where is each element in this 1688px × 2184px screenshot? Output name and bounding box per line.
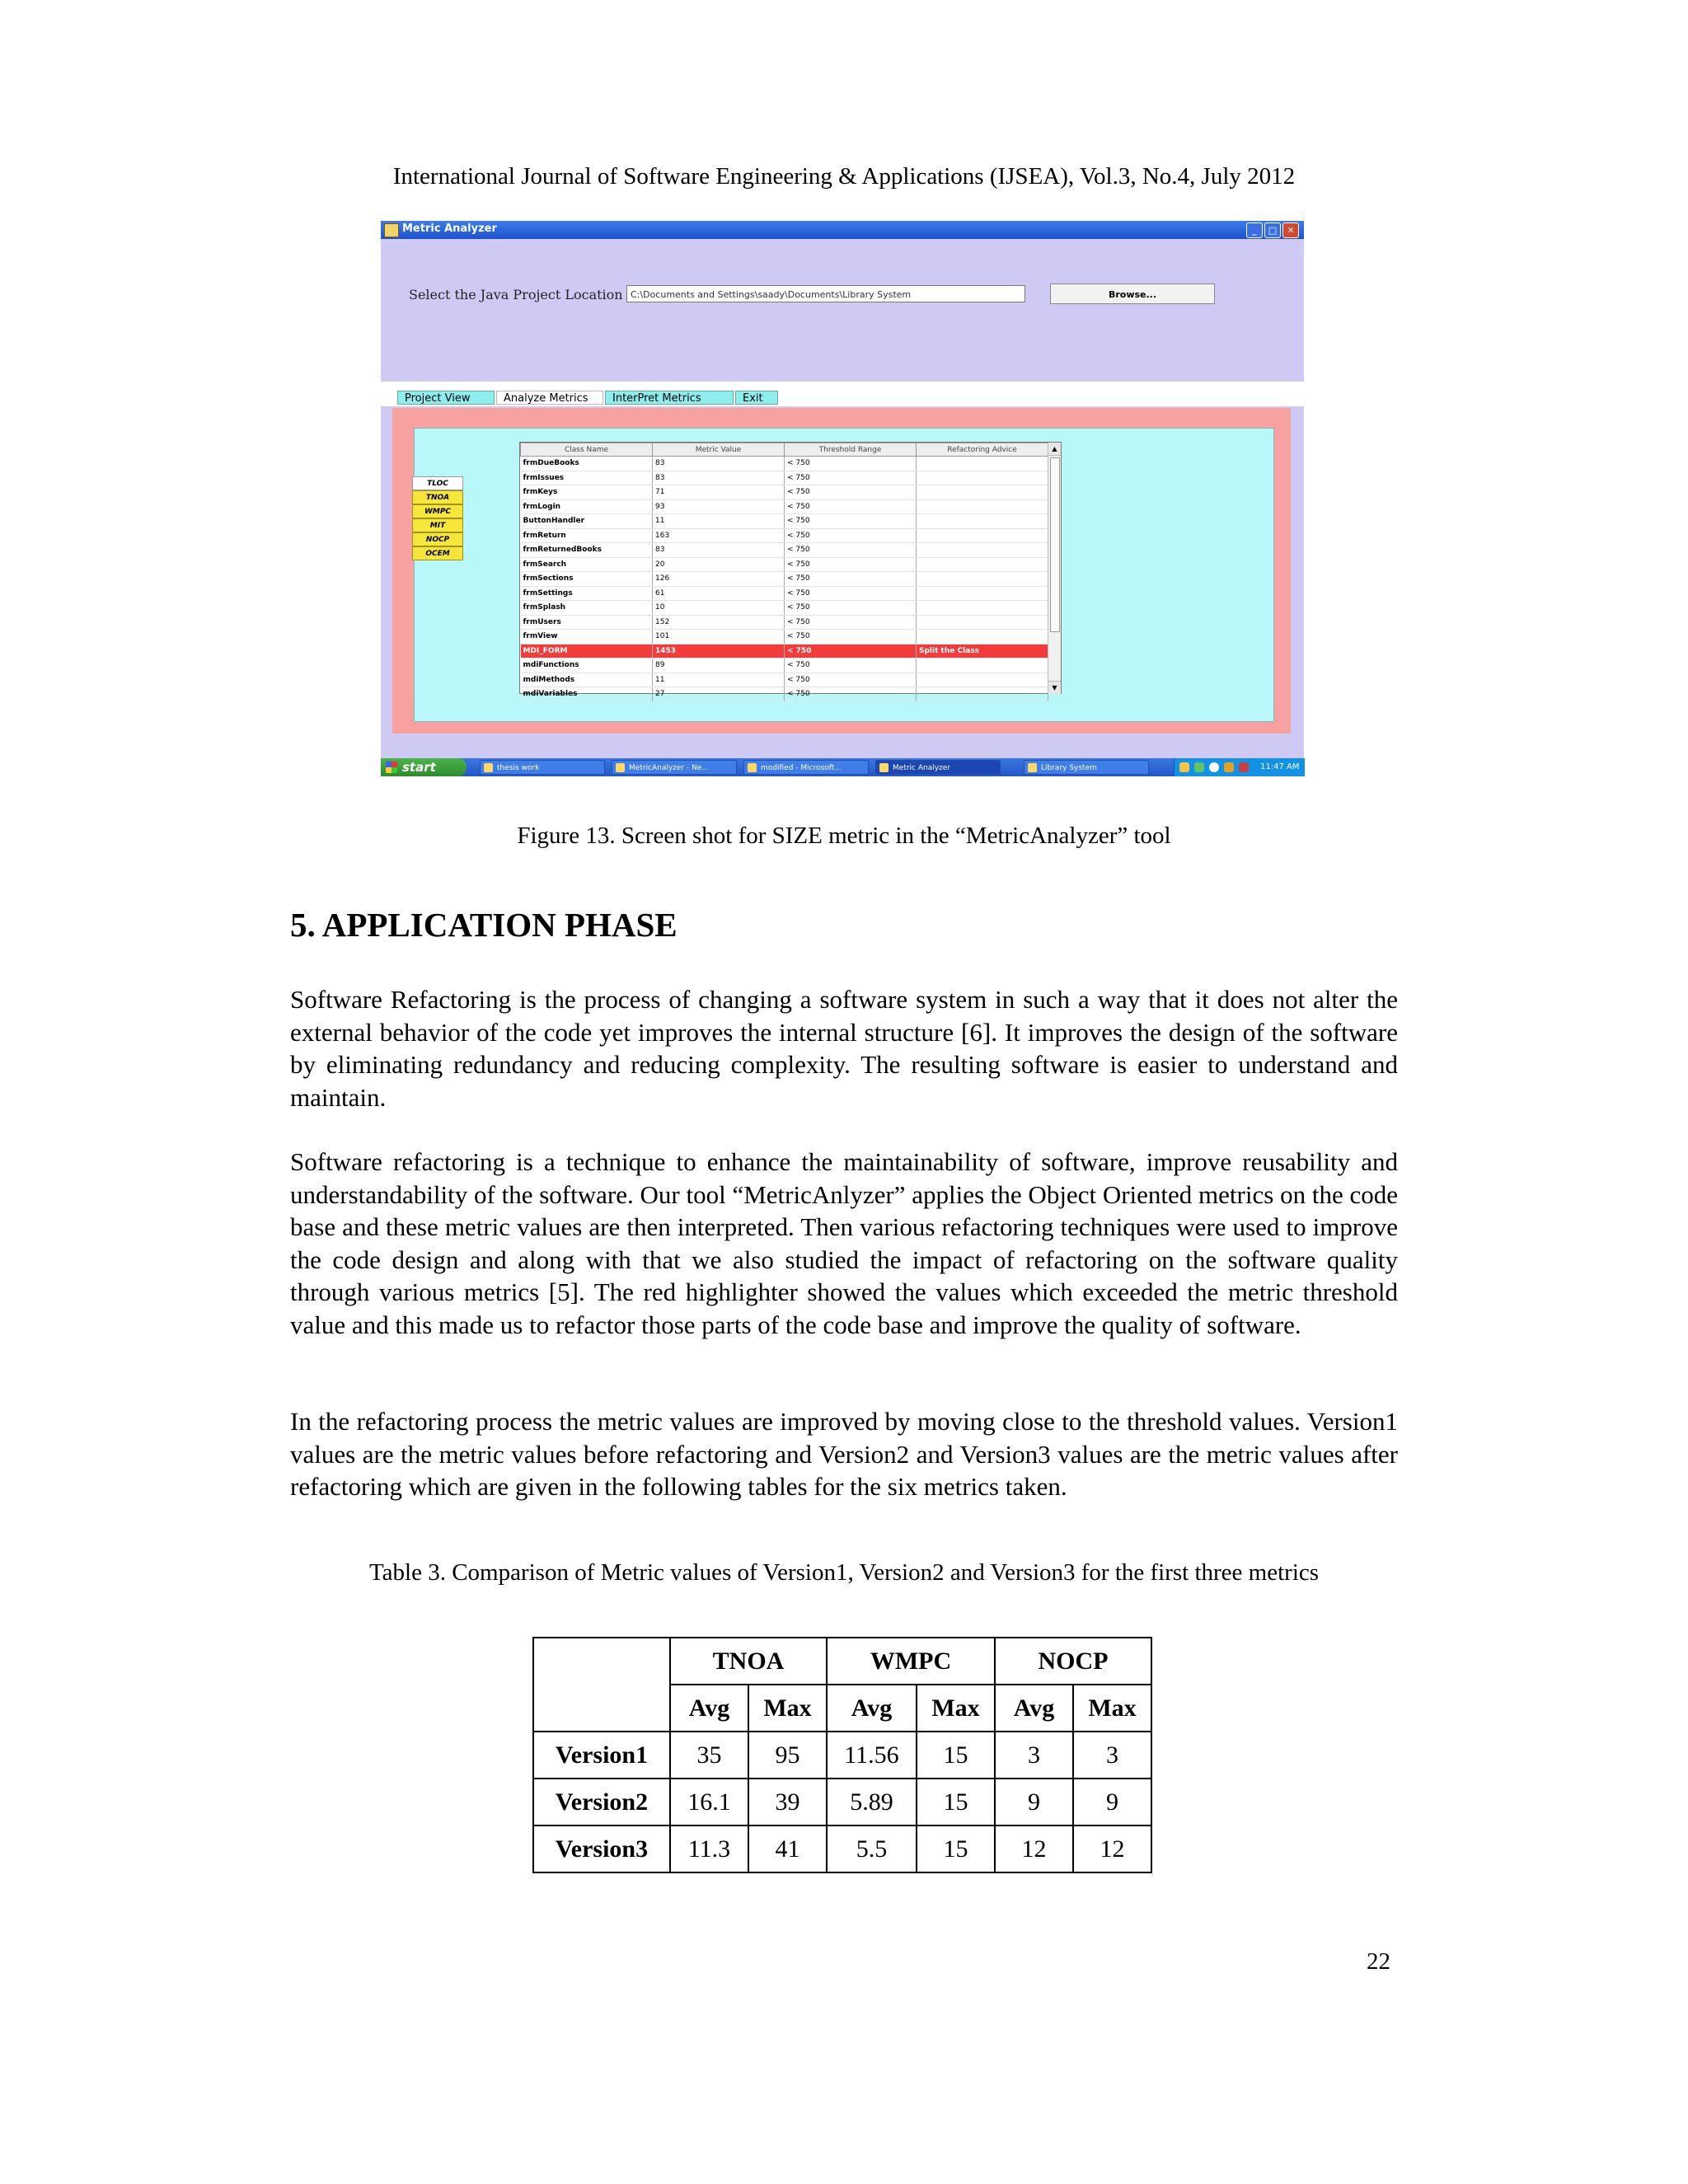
- update-icon[interactable]: [1239, 762, 1249, 772]
- grid-cell-class-name: frmKeys: [521, 485, 653, 500]
- project-location-input[interactable]: C:\Documents and Settings\saady\Documents\Library System: [626, 285, 1025, 302]
- grid-cell-advice: [917, 514, 1048, 529]
- side-tab-mit[interactable]: MIT: [412, 518, 463, 532]
- folder-icon: [1028, 763, 1037, 772]
- grid-cell-metric-value: 20: [653, 557, 785, 572]
- grid-cell-class-name: frmReturnedBooks: [521, 543, 653, 558]
- taskbar-item-label: Metric Analyzer: [893, 764, 951, 772]
- grid-cell-class-name: frmDueBooks: [521, 457, 653, 471]
- tab-analyze-metrics[interactable]: Analyze Metrics: [496, 391, 603, 405]
- body-paragraph: Software Refactoring is the process of changing a software system in such a way that it does not alter the external behavior of the code yet improves the internal structure [6]. It improves the design of the software by eliminating redundancy and reducing complexity. The resulting software is easier to understand and maintain.: [290, 985, 1398, 1112]
- subheader-max: Max: [917, 1685, 995, 1732]
- side-tab-tloc[interactable]: TLOC: [412, 476, 463, 490]
- grid-scrollbar[interactable]: [1048, 443, 1061, 693]
- grid-cell-advice: [917, 543, 1048, 558]
- grid-cell-advice: [917, 471, 1048, 485]
- grid-row[interactable]: [521, 572, 1048, 587]
- grid-cell-metric-value: 10: [653, 601, 785, 616]
- group-header-tnoa: TNOA: [670, 1638, 827, 1685]
- grid-row[interactable]: [521, 543, 1048, 558]
- grid-cell-metric-value: 93: [653, 499, 785, 514]
- group-header-wmpc: WMPC: [827, 1638, 995, 1685]
- tab-exit[interactable]: Exit: [735, 391, 778, 405]
- side-tab-ocem[interactable]: OCEM: [412, 546, 463, 560]
- folder-icon: [484, 763, 493, 772]
- grid-cell-threshold: < 750: [785, 457, 917, 471]
- metrics-grid-table: [520, 443, 1048, 702]
- table-cell: 12: [1073, 1825, 1151, 1872]
- row-label-version3: Version3: [533, 1825, 670, 1872]
- grid-row[interactable]: [521, 499, 1048, 514]
- table-cell: 3: [995, 1732, 1073, 1779]
- grid-row[interactable]: [521, 673, 1048, 687]
- side-tab-nocp[interactable]: NOCP: [412, 532, 463, 546]
- grid-cell-class-name: frmLogin: [521, 499, 653, 514]
- row-label-version1: Version1: [533, 1732, 670, 1779]
- minimize-icon[interactable]: _: [1246, 223, 1263, 238]
- subheader-avg: Avg: [995, 1685, 1073, 1732]
- grid-cell-metric-value: 126: [653, 572, 785, 587]
- grid-cell-threshold: < 750: [785, 673, 917, 687]
- body-paragraph: In the refactoring process the metric values are improved by moving close to the threshold values. Version1 values are the metric values before refactoring and Version2 and Version3 values are the metric values after refactoring which are given in the following tables for the six metrics taken.: [290, 1407, 1398, 1501]
- grid-cell-threshold: < 750: [785, 485, 917, 500]
- system-tray: [1174, 758, 1305, 776]
- subheader-avg: Avg: [670, 1685, 748, 1732]
- table-row: [533, 1779, 1151, 1825]
- start-label: start: [402, 760, 436, 775]
- windows-flag-icon: [386, 762, 397, 773]
- grid-cell-advice: [917, 572, 1048, 587]
- metrics-comparison-table: [532, 1637, 1152, 1873]
- grid-row[interactable]: [521, 601, 1048, 616]
- scroll-up-icon[interactable]: ▲: [1048, 443, 1061, 456]
- word-document-icon: [748, 763, 757, 772]
- taskbar-clock: 11:47 AM: [1260, 762, 1300, 771]
- grid-row[interactable]: [521, 586, 1048, 601]
- table-cell: 12: [995, 1825, 1073, 1872]
- grid-body: [521, 457, 1048, 702]
- grid-cell-class-name: frmIssues: [521, 471, 653, 485]
- table-cell: 16.1: [670, 1779, 748, 1825]
- grid-cell-advice: [917, 630, 1048, 644]
- grid-cell-advice: [917, 615, 1048, 630]
- grid-cell-threshold: < 750: [785, 615, 917, 630]
- grid-cell-class-name: frmSearch: [521, 557, 653, 572]
- grid-cell-metric-value: 101: [653, 630, 785, 644]
- maximize-icon[interactable]: □: [1264, 223, 1281, 238]
- grid-row[interactable]: [521, 630, 1048, 644]
- table-cell: 95: [748, 1732, 827, 1779]
- grid-cell-metric-value: 27: [653, 687, 785, 702]
- close-icon[interactable]: ✕: [1282, 223, 1299, 238]
- grid-cell-class-name: ButtonHandler: [521, 514, 653, 529]
- grid-cell-threshold: < 750: [785, 601, 917, 616]
- grid-cell-metric-value: 61: [653, 586, 785, 601]
- table-cell: 5.5: [827, 1825, 917, 1872]
- project-location-label: Select the Java Project Location: [409, 287, 623, 302]
- window-titlebar: [381, 221, 1304, 239]
- grid-cell-advice: [917, 673, 1048, 687]
- tab-project-view[interactable]: Project View: [397, 391, 495, 405]
- grid-header-refactoring-advice[interactable]: Refactoring Advice: [917, 443, 1048, 457]
- table-row: [533, 1825, 1151, 1872]
- grid-cell-class-name: mdiVariables: [521, 687, 653, 702]
- table-cell: 5.89: [827, 1779, 917, 1825]
- section-heading: 5. APPLICATION PHASE: [290, 906, 678, 944]
- grid-cell-threshold: < 750: [785, 528, 917, 543]
- grid-cell-class-name: frmUsers: [521, 615, 653, 630]
- grid-cell-class-name: frmSplash: [521, 601, 653, 616]
- windows-taskbar: [381, 758, 1304, 776]
- grid-cell-class-name: frmSettings: [521, 586, 653, 601]
- grid-row[interactable]: [521, 644, 1048, 658]
- grid-cell-threshold: < 750: [785, 543, 917, 558]
- page-number: 22: [1367, 1948, 1390, 1975]
- metric-analyzer-screenshot: [381, 221, 1304, 776]
- figure-caption: Figure 13. Screen shot for SIZE metric in the “MetricAnalyzer” tool: [517, 823, 1171, 849]
- taskbar-item-label: thesis work: [497, 764, 540, 772]
- grid-cell-advice: [917, 586, 1048, 601]
- empty-corner-cell: [533, 1638, 670, 1732]
- grid-cell-threshold: < 750: [785, 658, 917, 673]
- taskbar-item-label: MetricAnalyzer - Ne...: [629, 764, 709, 772]
- grid-cell-metric-value: 152: [653, 615, 785, 630]
- grid-cell-metric-value: 89: [653, 658, 785, 673]
- metrics-grid: [519, 442, 1062, 699]
- table-row: [533, 1732, 1151, 1779]
- grid-row[interactable]: [521, 557, 1048, 572]
- taskbar-item[interactable]: [480, 760, 605, 775]
- grid-cell-metric-value: 83: [653, 543, 785, 558]
- grid-cell-advice: [917, 658, 1048, 673]
- scroll-thumb[interactable]: [1050, 457, 1060, 632]
- grid-cell-advice: [917, 687, 1048, 702]
- grid-cell-threshold: < 750: [785, 499, 917, 514]
- group-header-nocp: NOCP: [995, 1638, 1151, 1685]
- taskbar-item[interactable]: [1024, 760, 1149, 775]
- table-cell: 15: [917, 1732, 995, 1779]
- table-cell: 11.3: [670, 1825, 748, 1872]
- table-cell: 9: [995, 1779, 1073, 1825]
- grid-header-class-name[interactable]: Class Name: [521, 443, 653, 457]
- taskbar-item[interactable]: [612, 760, 737, 775]
- grid-cell-threshold: < 750: [785, 644, 917, 658]
- table-cell: 39: [748, 1779, 827, 1825]
- app-icon: [384, 223, 399, 237]
- tab-interpret-metrics[interactable]: InterPret Metrics: [605, 391, 734, 405]
- grid-cell-metric-value: 83: [653, 457, 785, 471]
- grid-cell-class-name: frmSections: [521, 572, 653, 587]
- grid-header-metric-value[interactable]: Metric Value: [653, 443, 785, 457]
- taskbar-item-label: Library System: [1041, 764, 1097, 772]
- network-icon[interactable]: [1179, 762, 1189, 772]
- grid-cell-threshold: < 750: [785, 586, 917, 601]
- table-cell: 15: [917, 1825, 995, 1872]
- grid-cell-threshold: < 750: [785, 630, 917, 644]
- taskbar-item[interactable]: [743, 760, 869, 775]
- grid-header-row: [521, 443, 1048, 457]
- subheader-max: Max: [1073, 1685, 1151, 1732]
- table-cell: 3: [1073, 1732, 1151, 1779]
- table-cell: 15: [917, 1779, 995, 1825]
- browse-button[interactable]: Browse...: [1050, 284, 1215, 304]
- scroll-down-icon[interactable]: ▼: [1048, 681, 1061, 694]
- grid-row[interactable]: [521, 485, 1048, 500]
- grid-cell-threshold: < 750: [785, 557, 917, 572]
- security-icon[interactable]: [1194, 762, 1204, 772]
- running-header: International Journal of Software Engineering & Applications (IJSEA), Vol.3, No.4, July 2012: [392, 163, 1296, 190]
- grid-cell-threshold: < 750: [785, 687, 917, 702]
- grid-cell-advice: [917, 557, 1048, 572]
- table-cell: 35: [670, 1732, 748, 1779]
- grid-cell-threshold: < 750: [785, 514, 917, 529]
- grid-cell-advice: [917, 528, 1048, 543]
- side-tab-tnoa[interactable]: TNOA: [412, 490, 463, 504]
- window-title: Metric Analyzer: [402, 223, 497, 235]
- grid-cell-metric-value: 11: [653, 673, 785, 687]
- grid-cell-class-name: mdiMethods: [521, 673, 653, 687]
- table-cell: 41: [748, 1825, 827, 1872]
- grid-cell-metric-value: 163: [653, 528, 785, 543]
- grid-cell-advice: [917, 499, 1048, 514]
- messenger-icon[interactable]: [1209, 762, 1219, 772]
- grid-cell-advice: [917, 457, 1048, 471]
- grid-cell-advice: Split the Class: [917, 644, 1048, 658]
- table-cell: 9: [1073, 1779, 1151, 1825]
- window-icon: [879, 763, 889, 772]
- subheader-max: Max: [748, 1685, 827, 1732]
- grid-row[interactable]: [521, 457, 1048, 471]
- shield-icon: [616, 763, 625, 772]
- grid-cell-metric-value: 1453: [653, 644, 785, 658]
- grid-cell-class-name: mdiFunctions: [521, 658, 653, 673]
- grid-cell-threshold: < 750: [785, 572, 917, 587]
- grid-cell-class-name: frmReturn: [521, 528, 653, 543]
- table-caption: Table 3. Comparison of Metric values of Version1, Version2 and Version3 for the first three metrics: [368, 1559, 1320, 1586]
- grid-row[interactable]: [521, 471, 1048, 485]
- grid-row[interactable]: [521, 514, 1048, 529]
- subheader-avg: Avg: [827, 1685, 917, 1732]
- grid-row[interactable]: [521, 687, 1048, 702]
- volume-icon[interactable]: [1224, 762, 1234, 772]
- side-tab-wmpc[interactable]: WMPC: [412, 504, 463, 518]
- table-cell: 11.56: [827, 1732, 917, 1779]
- grid-row[interactable]: [521, 528, 1048, 543]
- grid-cell-advice: [917, 485, 1048, 500]
- grid-row[interactable]: [521, 615, 1048, 630]
- grid-cell-class-name: MDI_FORM: [521, 644, 653, 658]
- grid-cell-advice: [917, 601, 1048, 616]
- grid-cell-metric-value: 83: [653, 471, 785, 485]
- grid-cell-threshold: < 750: [785, 471, 917, 485]
- body-paragraph: Software refactoring is a technique to enhance the maintainability of software, improve reusability and understandability of the software. Our tool “MetricAnlyzer” applies the Object Oriented metrics on the code base and these metric values are then interpreted. Then various refactoring techniques were used to improve the code design and along with that we also studied the impact of refactoring on the software quality through various metrics [5]. The red highlighter showed the values which exceeded the metric threshold value and this made us to refactor those parts of the code base and improve the quality of software.: [290, 1147, 1398, 1339]
- table-group-header-row: [533, 1638, 1151, 1685]
- taskbar-item[interactable]: [875, 760, 1001, 775]
- grid-cell-metric-value: 11: [653, 514, 785, 529]
- taskbar-item-label: modified - Microsoft...: [761, 764, 842, 772]
- start-button[interactable]: [381, 758, 467, 776]
- grid-row[interactable]: [521, 658, 1048, 673]
- grid-cell-metric-value: 71: [653, 485, 785, 500]
- grid-cell-class-name: frmView: [521, 630, 653, 644]
- grid-header-threshold-range[interactable]: Threshold Range: [785, 443, 917, 457]
- row-label-version2: Version2: [533, 1779, 670, 1825]
